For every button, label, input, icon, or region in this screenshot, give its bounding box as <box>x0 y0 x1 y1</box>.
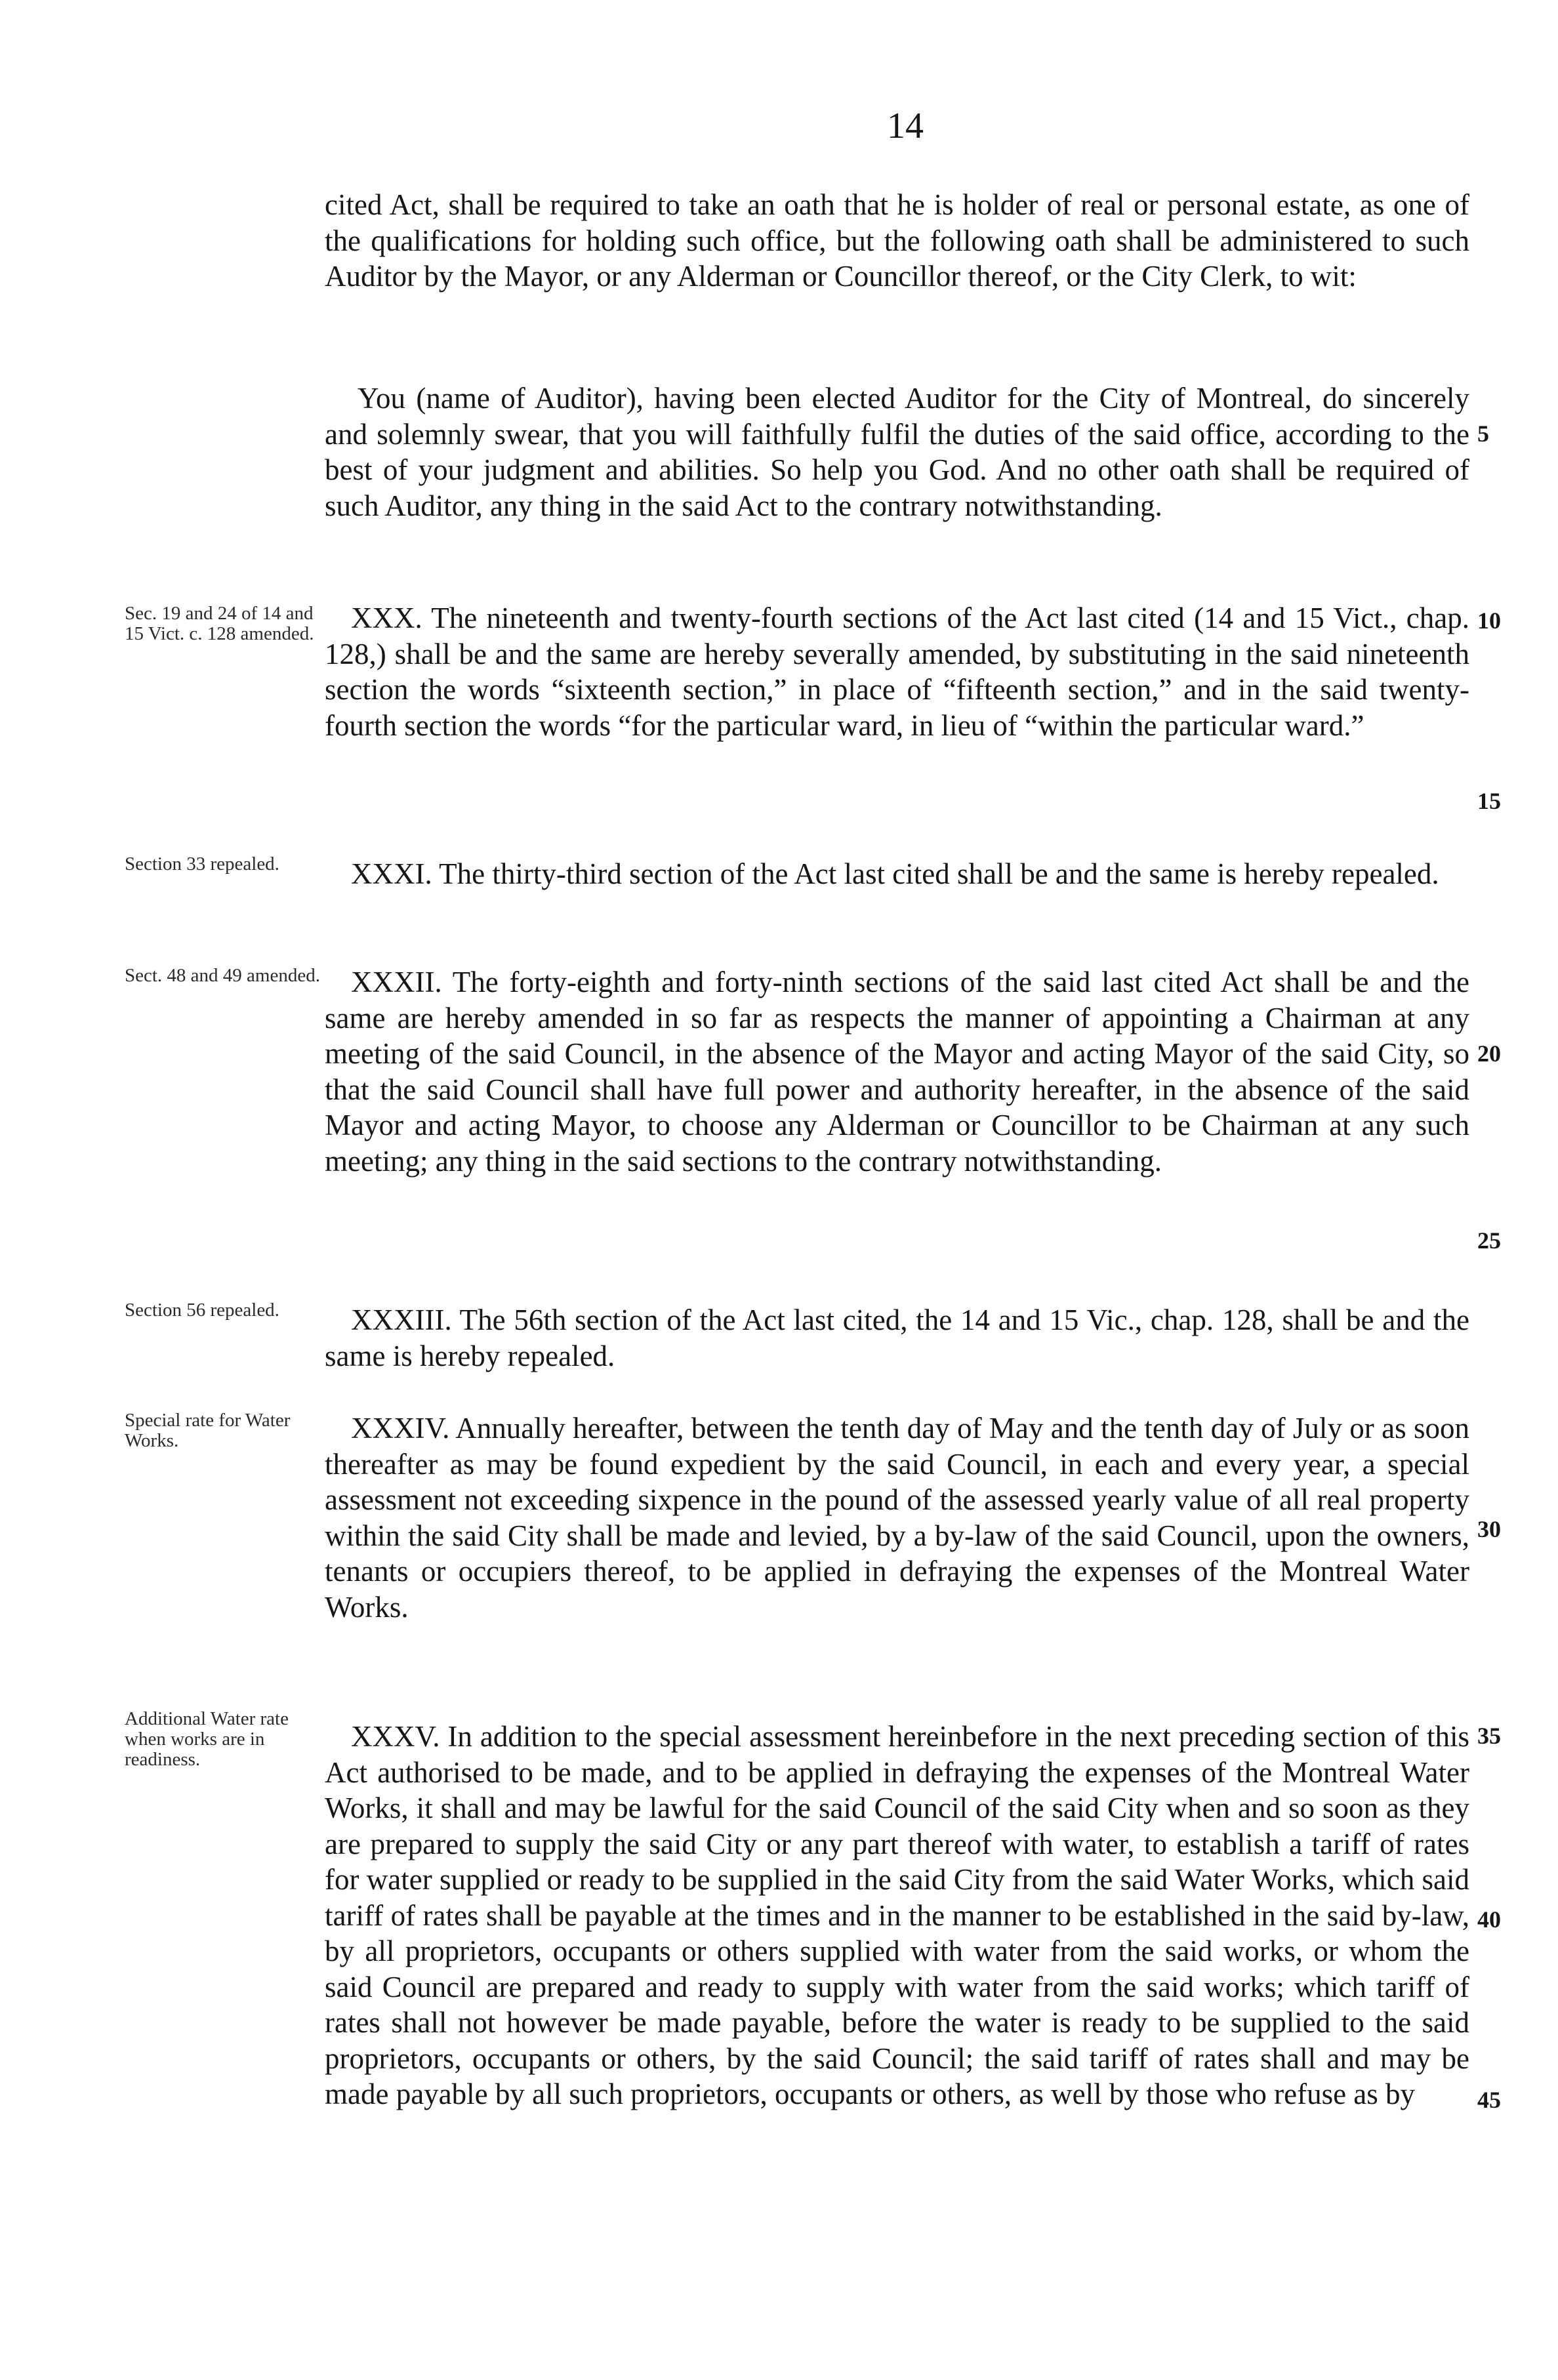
section-xxxii: XXXII. The forty-eighth and forty-ninth sections of the said last cited Act shall be and the same are hereby amended in so far as respects the manner of appointing a Chairman at any meeting of the said Council, in the absence of the Mayor and acting Mayor of the said City, so that the said Council shall have full power and authority hereafter, in the absence of the said Mayor and acting Mayor, to choose any Alderman or Councillor to be Chairman at any such meeting; any thing in the said sections to the contrary notwithstanding. <box>325 966 1469 1178</box>
sidenote-sec-19-24: Sec. 19 and 24 of 14 and 15 Vict. c. 128 amended. <box>125 603 314 644</box>
line-number-15: 15 <box>1477 788 1501 814</box>
sidenote-sec-33: Section 33 repealed. <box>125 853 279 874</box>
line-number-5: 5 <box>1477 421 1489 447</box>
paragraph-auditor-oath: You (name of Auditor), having been elected Auditor for the City of Montreal, do sincerely and solemnly swear, that you will faithfully fulfil the duties of the said office, according to the best of your judgment and abilities. So help you God. And no other oath shall be required of such Auditor, any thing in the said Act to the contrary notwithstanding. <box>325 382 1469 522</box>
sidenote-sec-48-49: Sect. 48 and 49 amended. <box>125 965 320 986</box>
line-number-40: 40 <box>1477 1906 1501 1933</box>
line-number-35: 35 <box>1477 1723 1501 1749</box>
section-xxxiii: XXXIII. The 56th section of the Act last cited, the 14 and 15 Vic., chap. 128, shall be and the same is hereby repealed. <box>325 1303 1469 1372</box>
page-number: 14 <box>887 106 924 146</box>
section-xxxiv: XXXIV. Annually hereafter, between the tenth day of May and the tenth day of July or as soon thereafter as may be found expedient by the said Council, in each and every year, a special assessment not exceeding sixpence in the pound of the assessed yearly value of all real property within the said City shall be made and levied, by a by-law of the said Council, upon the owners, tenants or occupiers thereof, to be applied in defraying the expenses of the Montreal Water Works. <box>325 1412 1469 1624</box>
line-number-45: 45 <box>1477 2087 1501 2113</box>
section-xxx: XXX. The nineteenth and twenty-fourth sections of the Act last cited (14 and 15 Vict., chap. 128,) shall be and the same are hereby severally amended, by substituting in the said nineteenth section the words “sixteenth section,” in place of “fifteenth section,” and in the said twenty-fourth section the words “for the particular ward, in lieu of “within the particular ward.” <box>325 602 1469 742</box>
paragraph-oath-intro: cited Act, shall be required to take an oath that he is holder of real or personal estate, as one of the qualifications for holding such office, but the following oath shall be administered to such Auditor by the Mayor, or any Alderman or Councillor thereof, or the City Clerk, to wit: <box>325 188 1469 293</box>
line-number-20: 20 <box>1477 1040 1501 1067</box>
line-number-10: 10 <box>1477 607 1501 634</box>
sidenote-special-rate: Special rate for Water Works. <box>125 1410 291 1451</box>
section-xxxv: XXXV. In addition to the special assessment hereinbefore in the next preceding section of this Act authorised to be made, and to be applied in defraying the expenses of the Montreal Water Works, it shall and may be lawful for the said Council of the said City when and so soon as they are prepared to supply the said City or any part thereof with water, to establish a tariff of rates for water supplied or ready to be supplied in the said City from the said Water Works, which said tariff of rates shall be payable at the times and in the manner to be established in the said by-law, by all proprietors, occupants or others supplied with water from the said works, or whom the said Council are prepared and ready to supply with water from the said works; which tariff of rates shall not however be made payable, before the water is ready to be supplied to the said proprietors, occupants or others, by the said Council; the said tariff of rates shall and may be made payable by all such proprietors, occupants or others, as well by those who refuse as by <box>325 1720 1469 2110</box>
sidenote-sec-56: Section 56 repealed. <box>125 1300 279 1321</box>
line-number-30: 30 <box>1477 1516 1501 1542</box>
sidenote-additional-water-rate: Additional Water rate when works are in readiness. <box>125 1708 289 1770</box>
section-xxxi: XXXI. The thirty-third section of the Act last cited shall be and the same is hereby repealed. <box>351 857 1439 890</box>
line-number-25: 25 <box>1477 1227 1501 1254</box>
